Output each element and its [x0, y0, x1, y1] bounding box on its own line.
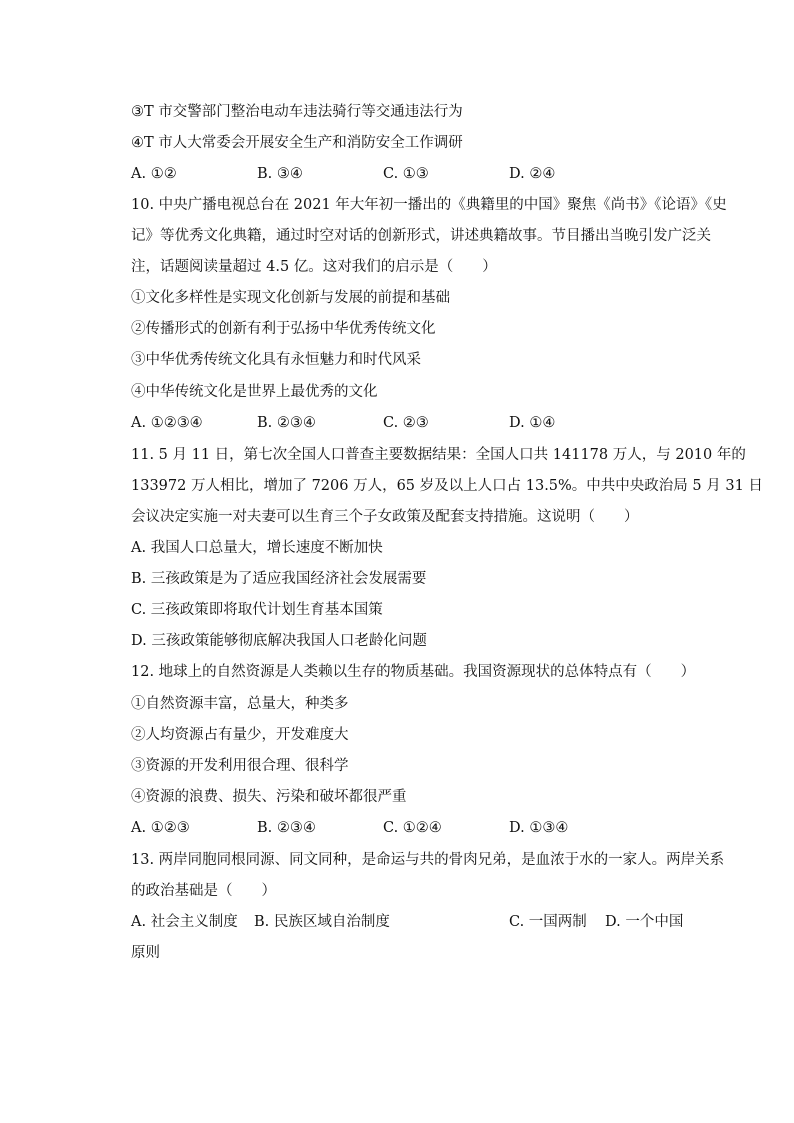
- q11-stem-line-1: 11. 5 月 11 日，第七次全国人口普查主要数据结果：全国人口共 141178 万人，与 2010 年的: [131, 447, 746, 463]
- q11-stem-line-3: 会议决定实施一对夫妻可以生育三个子女政策及配套支持措施。这说明（ ）: [131, 509, 639, 525]
- q13-stem-line-2: 的政治基础是（ ）: [131, 883, 276, 899]
- q11-option-b: B. 三孩政策是为了适应我国经济社会发展需要: [131, 571, 427, 587]
- q13-option-a: A. 社会主义制度: [131, 914, 238, 930]
- q12-item-3: ③资源的开发利用很合理、很科学: [131, 758, 349, 774]
- q11-option-d: D. 三孩政策能够彻底解决我国人口老龄化问题: [131, 633, 427, 649]
- q12-stem: 12. 地球上的自然资源是人类赖以生存的物质基础。我国资源现状的总体特点有（ ）: [131, 664, 696, 680]
- q10-item-1: ①文化多样性是实现文化创新与发展的前提和基础: [131, 290, 450, 306]
- q12-option-b: B. ②③④: [257, 820, 316, 836]
- q10-option-c: C. ②③: [383, 415, 429, 431]
- q10-item-3: ③中华优秀传统文化具有永恒魅力和时代风采: [131, 352, 421, 368]
- q12-option-d: D. ①③④: [509, 820, 569, 836]
- q9-option-a: A. ①②: [131, 166, 177, 182]
- q13-stem-line-1: 13. 两岸同胞同根同源、同文同种，是命运与共的骨肉兄弟，是血浓于水的一家人。两岸关系: [131, 852, 725, 868]
- q10-stem-line-3: 注，话题阅读量超过 4.5 亿。这对我们的启示是（ ）: [131, 259, 497, 275]
- q10-option-d: D. ①④: [509, 415, 556, 431]
- q11-stem-line-2: 133972 万人相比，增加了 7206 万人，65 岁及以上人口占 13.5%。中共中央政治局 5 月 31 日: [131, 478, 763, 494]
- q12-item-1: ①自然资源丰富，总量大，种类多: [131, 696, 349, 712]
- q10-option-b: B. ②③④: [257, 415, 316, 431]
- q11-option-c: C. 三孩政策即将取代计划生育基本国策: [131, 602, 383, 618]
- q9-item-3: ③T 市交警部门整治电动车违法骑行等交通违法行为: [131, 104, 463, 120]
- q10-stem-line-1: 10. 中央广播电视总台在 2021 年大年初一播出的《典籍里的中国》聚焦《尚书》《论语》《史: [131, 197, 727, 213]
- q11-option-a: A. 我国人口总量大，增长速度不断加快: [131, 540, 383, 556]
- q10-option-a: A. ①②③④: [131, 415, 203, 431]
- q12-option-c: C. ①②④: [383, 820, 442, 836]
- q12-option-a: A. ①②③: [131, 820, 190, 836]
- q13-option-d-continuation: 原则: [131, 945, 160, 961]
- q9-option-c: C. ①③: [383, 166, 429, 182]
- q12-item-4: ④资源的浪费、损失、污染和破坏都很严重: [131, 789, 407, 805]
- q13-option-c: C. 一国两制: [509, 914, 587, 930]
- q12-item-2: ②人均资源占有量少，开发难度大: [131, 727, 349, 743]
- q9-option-b: B. ③④: [257, 166, 303, 182]
- q13-option-d: D. 一个中国: [605, 914, 684, 930]
- q10-item-4: ④中华传统文化是世界上最优秀的文化: [131, 384, 378, 400]
- q9-option-d: D. ②④: [509, 166, 556, 182]
- q10-item-2: ②传播形式的创新有利于弘扬中华优秀传统文化: [131, 321, 436, 337]
- q13-option-b: B. 民族区域自治制度: [254, 914, 390, 930]
- q10-stem-line-2: 记》等优秀文化典籍，通过时空对话的创新形式，讲述典籍故事。节目播出当晚引发广泛关: [131, 228, 711, 244]
- q9-item-4: ④T 市人大常委会开展安全生产和消防安全工作调研: [131, 135, 463, 151]
